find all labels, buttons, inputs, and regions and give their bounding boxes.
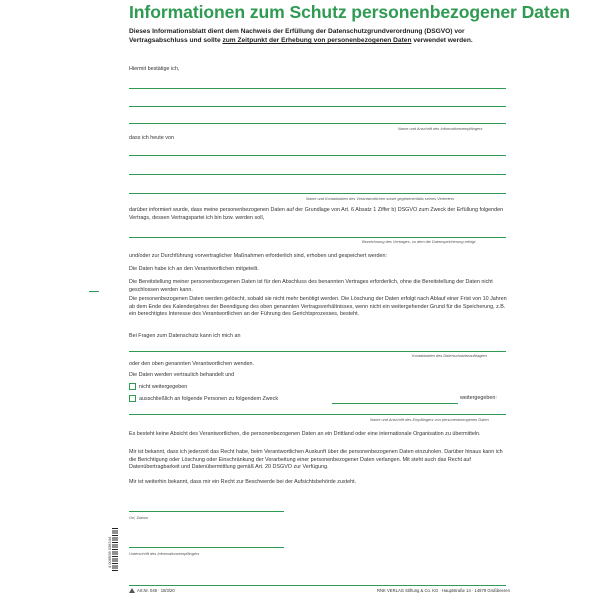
footer-article bbox=[129, 588, 175, 593]
controller-line-3[interactable] bbox=[129, 193, 506, 194]
intro-text-2: verwendet werden. bbox=[411, 37, 473, 44]
footer-divider bbox=[129, 585, 506, 586]
contract-line[interactable] bbox=[129, 237, 506, 238]
place-date-caption: Ort, Datum bbox=[129, 515, 149, 520]
or-text: oder den oben genannten Verantwortlichen wenden. bbox=[129, 361, 254, 367]
recipient-caption: Name und Anschrift des Informationsempfängers bbox=[398, 126, 483, 131]
checkbox-not-shared[interactable] bbox=[129, 383, 136, 390]
dpo-caption: Kontaktdaten des Datenschutzbeauftragten bbox=[412, 353, 487, 358]
page-title: Informationen zum Schutz personenbezogener Daten bbox=[129, 2, 570, 22]
recipients-caption: Name und Anschrift des Empfängers von personenbezogenen Daten bbox=[370, 417, 489, 422]
intro-underlined: zum Zeitpunkt der Erhebung von personenbezogenen Daten bbox=[222, 37, 412, 44]
purpose-text: darüber informiert wurde, dass meine personenbezogenen Daten auf der Grundlage von Art. 6 Absatz 1 Ziffer b) DSGVO zum Zweck der Erfüllung folgenden Vertrags, dessen Vertragspartei ich bin bzw. werden soll, bbox=[129, 207, 504, 221]
shared-purpose-line[interactable] bbox=[332, 403, 458, 404]
footer-article-text: Art.Nr. 049 · 18/3/20 bbox=[137, 588, 175, 593]
measures-text: und/oder zur Durchführung vorvertraglicher Maßnahmen erforderlich sind, erhoben und gespeichert werden: bbox=[129, 253, 387, 259]
signature-caption: Unterschrift des Informationsempfängers bbox=[129, 551, 200, 556]
recipients-line[interactable] bbox=[129, 414, 506, 415]
option-shared-suffix: weitergegeben: bbox=[460, 395, 497, 401]
questions-text: Bei Fragen zum Datenschutz kann ich mich an bbox=[129, 333, 241, 339]
recipient-line-1[interactable] bbox=[129, 88, 506, 89]
barcode-bars bbox=[112, 528, 118, 572]
provision-text: Die Bereitstellung meiner personenbezogenen Daten ist für den Abschluss des benannten Vertrages erforderlich, ohne die Bereitstellung der Daten nicht geschlossen werden kann. bbox=[129, 279, 493, 293]
third-country-text: Es besteht keine Absicht des Verantwortlichen, die personenbezogenen Daten an ein Drittland oder eine internationale Organisation zu übermitteln. bbox=[129, 431, 481, 437]
recipient-line-2[interactable] bbox=[129, 106, 506, 107]
recipient-line-3[interactable] bbox=[129, 123, 506, 124]
deletion-text: Die personenbezogenen Daten werden gelöscht, sobald sie nicht mehr benötigt werden. Die Löschung der Daten erfolgt nach Ablauf einer Frist von 10 Jahren ab dem Ende des Kalenderjahres der Beendigung des oben genannten Vertragsverhältnisses, wenn nicht ein weitergehender Grund für die Speicherung, z.B. ein berechtigtes Interesse des Verantwortlichen an der Führung des Gerichtsprozesses, besteht. bbox=[129, 296, 507, 318]
publisher-logo-icon bbox=[129, 588, 135, 593]
confirm-label: Hiermit bestätige ich, bbox=[129, 66, 180, 72]
place-date-line[interactable] bbox=[129, 511, 284, 512]
option-shared-label: ausschließlich an folgende Personen zu folgendem Zweck bbox=[139, 395, 279, 402]
controller-caption: Name und Kontaktdaten des Verantwortlichen sowie gegebenenfalls seines Vertreters bbox=[306, 196, 455, 201]
today-label: dass ich heute von bbox=[129, 135, 174, 141]
contract-caption: Bezeichnung des Vertrages, zu dem die Datenspeicherung erfolgt bbox=[362, 239, 476, 244]
checkbox-shared[interactable] bbox=[129, 395, 136, 402]
controller-line-2[interactable] bbox=[129, 174, 506, 175]
intro-text-1: Dieses Informationsblatt dient dem Nachweis der Erfüllung der Datenschutzgrundverordnung (DSGVO) vor Vertragsabschluss und sollte bbox=[129, 28, 465, 44]
option-not-shared-label: nicht weitergegeben bbox=[139, 383, 188, 390]
rights-text: Mir ist bekannt, dass ich jederzeit das Recht habe, beim Verantwortlichen Auskunft über die personenbezogenen Daten einzuholen. Darüber hinaus kann ich die Berichtigung oder Löschung oder Einschränkung der Verarbeitung einer personenbezogener Daten verlangen. Mit steht auch das Recht auf Datenübertragbarkeit und Datenübermittlung gemäß Art. 20 DSGVO zur Verfügung. bbox=[129, 449, 503, 471]
fold-mark bbox=[89, 291, 99, 292]
footer-publisher: RNK VERLAG Stiftung & Co. KG · Hauptstraße 14 · 14979 Großbeeren bbox=[377, 588, 510, 593]
dpo-line[interactable] bbox=[129, 351, 506, 352]
confidential-text: Die Daten werden vertraulich behandelt und bbox=[129, 372, 235, 378]
intro-paragraph bbox=[129, 27, 509, 45]
signature-line[interactable] bbox=[129, 547, 284, 548]
controller-line-1[interactable] bbox=[129, 155, 506, 156]
barcode-number: 4 006928 036244 bbox=[107, 536, 113, 569]
handover-text: Die Daten habe ich an den Verantwortlichen mitgeteilt. bbox=[129, 266, 259, 272]
barcode bbox=[107, 528, 122, 588]
option-not-shared[interactable] bbox=[129, 383, 509, 392]
complaint-text: Mir ist weiterhin bekannt, dass mir ein Recht zur Beschwerde bei der Aufsichtsbehörde zusteht. bbox=[129, 479, 357, 485]
